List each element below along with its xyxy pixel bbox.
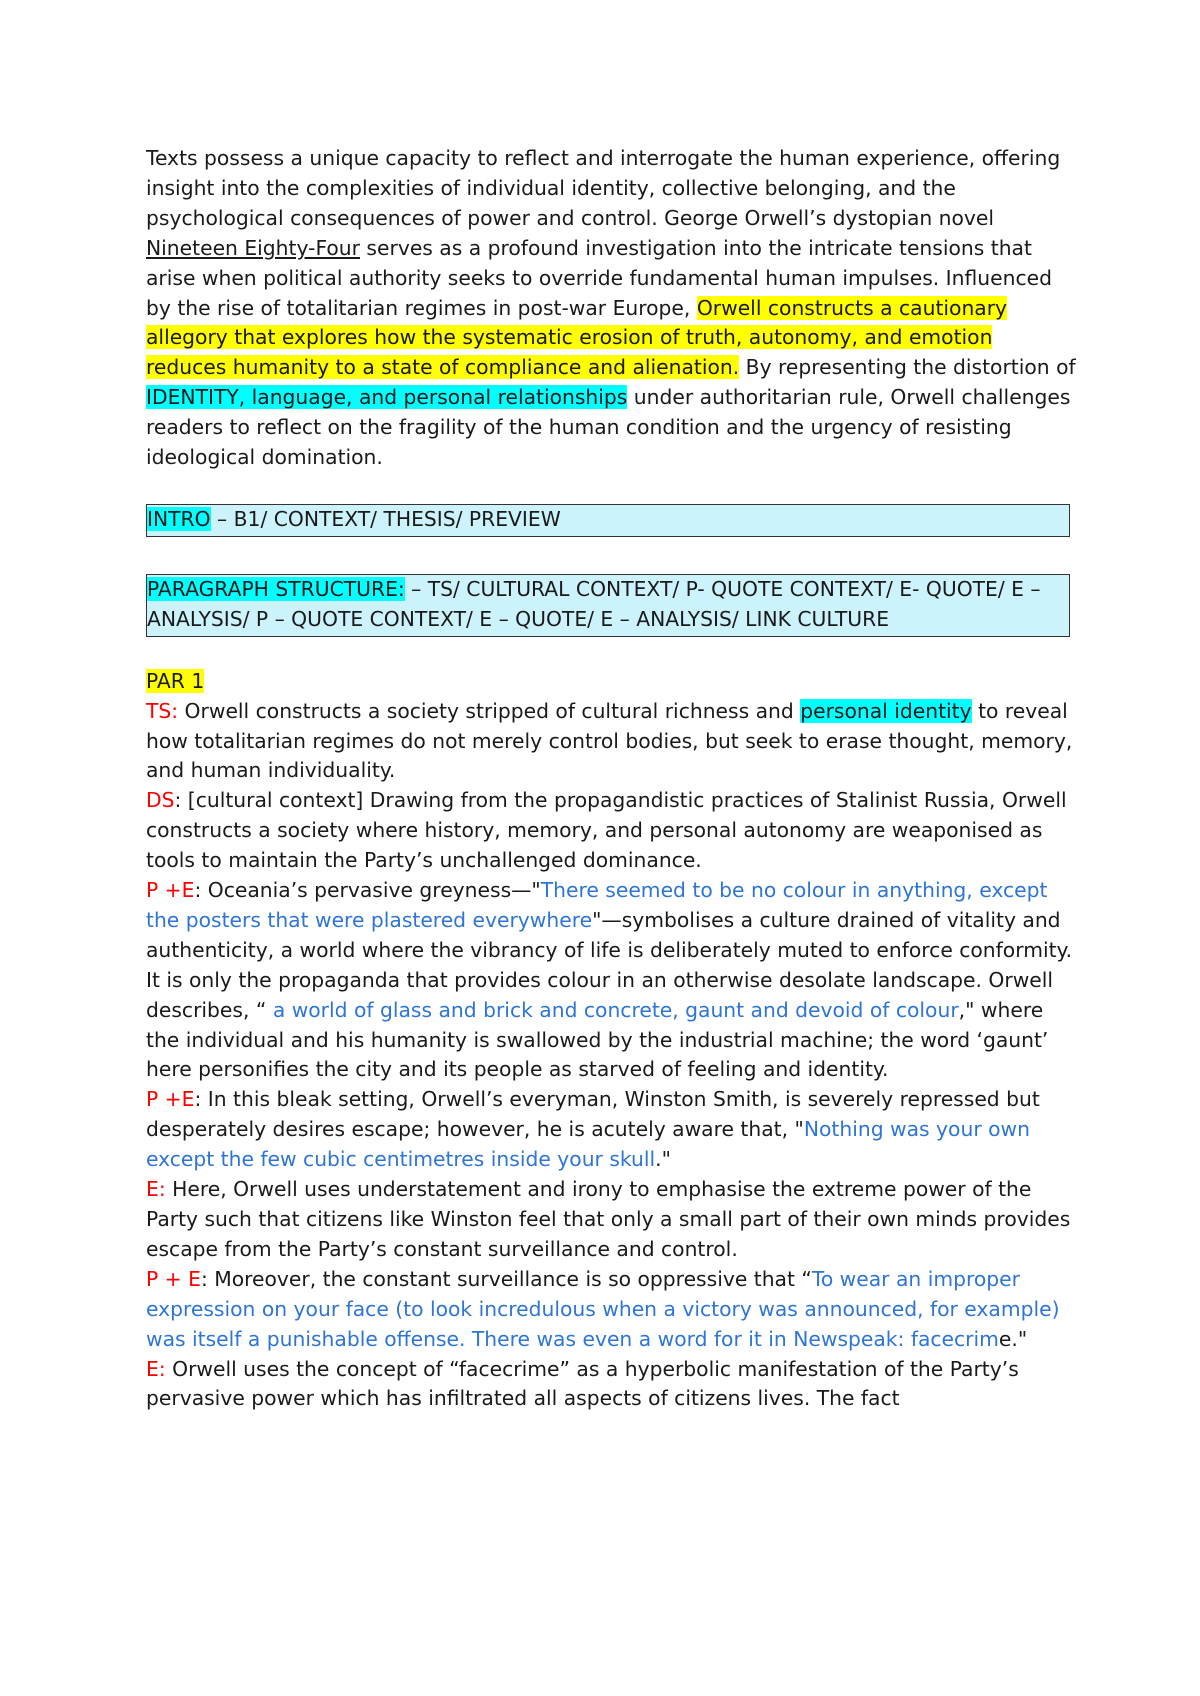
pe1-label: P +E [146, 878, 195, 903]
intro-paragraph [146, 144, 1076, 473]
pe2-text-2: ." [655, 1147, 671, 1172]
thesis-highlight: Orwell constructs a cautionary allegory that explores how the systematic erosion of truth, autonomy, and emotion reduces humanity to a state of compliance and alienation. [146, 295, 1008, 380]
pe2-label: P +E [146, 1087, 195, 1112]
explanation-2 [146, 1355, 1076, 1415]
pe1-text-2: "—symbolises a culture drained of vitality and authenticity, a world where the vibrancy of life is deliberately muted to enforce conformity. It is only the propaganda that provides colour in an otherwise desolate landscape. Orwell describes, “ [146, 907, 1073, 1022]
ds-text: : [cultural context] Drawing from the propagandistic practices of Stalinist Russia, Orwell constructs a society where history, memory, and personal autonomy are weaponised as tools to maintain the Party’s unchallenged dominance. [146, 788, 1067, 873]
point-evidence-1 [146, 876, 1076, 1085]
novel-title: Nineteen Eighty-Four [146, 235, 360, 260]
pe2-quote: Nothing was your own except the few cubic centimetres inside your skull [146, 1117, 1030, 1172]
structure-box-label: PARAGRAPH STRUCTURE: [147, 576, 405, 601]
structure-box-text: – TS/ CULTURAL CONTEXT/ P- QUOTE CONTEXT/ E- QUOTE/ E – ANALYSIS/ P – QUOTE CONTEXT/ E – QUOTE/ E – ANALYSIS/ LINK CULTURE [147, 576, 1041, 631]
pe1-quote-2: a world of glass and brick and concrete, gaunt and devoid of colour [272, 997, 959, 1022]
pe2-text-1: : In this bleak setting, Orwell’s everyman, Winston Smith, is severely repressed but desperately desires escape; however, he is acutely aware that, " [146, 1087, 1040, 1142]
e1-text: Here, Orwell uses understatement and irony to emphasise the extreme power of the Party such that citizens like Winston feel that only a small part of their own minds provides escape from the Party’s constant surveillance and control. [146, 1177, 1071, 1261]
intro-text-3: By representing the distortion of [739, 355, 1076, 380]
ds-label: DS [146, 788, 175, 813]
pe1-text-1: : Oceania’s pervasive greyness—" [194, 878, 541, 903]
topic-sentence [146, 697, 1076, 787]
ts-text-2: to reveal how totalitarian regimes do not merely control bodies, but seek to erase thought, memory, and human individuality. [146, 698, 1073, 783]
explanation-1 [146, 1175, 1076, 1265]
pe3-text-1: : Moreover, the constant surveillance is so oppressive that “ [200, 1266, 812, 1291]
intro-structure-box [146, 504, 1070, 537]
development-sentence [146, 786, 1076, 876]
e2-text: Orwell uses the concept of “facecrime” as a hyperbolic manifestation of the Party’s pervasive power which has infiltrated all aspects of citizens lives. The fact [146, 1356, 1019, 1411]
intro-text-4: under authoritarian rule, Orwell challenges readers to reflect on the fragility of the human condition and the urgency of resisting ideological domination. [146, 385, 1071, 470]
e2-label: E: [146, 1356, 166, 1381]
pe1-quote-1: There seemed to be no colour in anything, except the posters that were plastered everywhere [146, 878, 1048, 932]
e1-label: E: [146, 1177, 166, 1202]
pe1-text-3: ," where the individual and his humanity is swallowed by the industrial machine; the word ‘gaunt’ here personifies the city and its people as starved of feeling and identity. [146, 997, 1049, 1082]
ts-label: TS: [146, 698, 179, 723]
pe3-text-2: e." [998, 1326, 1028, 1351]
intro-text-2: serves as a profound investigation into the intricate tensions that arise when political authority seeks to override fundamental human impulses. Influenced by the rise of totalitarian regimes in post-war Europe, [146, 235, 1052, 320]
ts-text-1: Orwell constructs a society stripped of cultural richness and [178, 698, 801, 723]
preview-highlight: IDENTITY, language, and personal relationships [146, 385, 628, 410]
intro-box-text: – B1/ CONTEXT/ THESIS/ PREVIEW [210, 506, 561, 531]
document-page [146, 144, 1076, 1414]
intro-text-1: Texts possess a unique capacity to reflect and interrogate the human experience, offering insight into the complexities of individual identity, collective belonging, and the psychological consequences of power and control. George Orwell’s dystopian novel [146, 146, 1061, 230]
pe3-label: P + E [146, 1266, 201, 1291]
point-evidence-3 [146, 1265, 1076, 1355]
ts-highlight: personal identity [800, 698, 972, 723]
paragraph-structure-box [146, 574, 1070, 637]
paragraph-1-section [146, 667, 1076, 1415]
paragraph-1-heading: PAR 1 [146, 668, 205, 693]
pe3-quote: To wear an improper expression on your face (to look incredulous when a victory was announced, for example) was itself a punishable offense. There was even a word for it in Newspeak: facecrim [146, 1266, 1060, 1351]
intro-box-label: INTRO [147, 506, 211, 531]
point-evidence-2 [146, 1085, 1076, 1175]
